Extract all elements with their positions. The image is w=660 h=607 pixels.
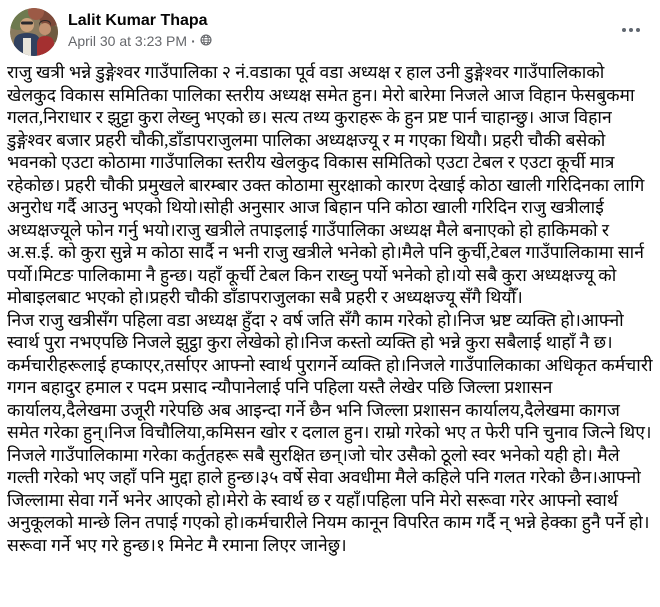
avatar-photo [10,8,58,56]
avatar[interactable] [10,8,58,56]
ellipsis-icon [622,28,626,32]
author-name[interactable]: Lalit Kumar Thapa [68,12,208,29]
more-options-button[interactable] [616,22,646,38]
ellipsis-icon [636,28,640,32]
ellipsis-icon [629,28,633,32]
globe-icon [200,33,212,50]
post-paragraph: राजु खत्री भन्ने डुङ्गेश्वर गाउँपालिका २ नं.वडाका पूर्व वडा अध्यक्ष र हाल उनी डुङ्गेश्वर गाउँपालिकाको खेलकुद विकास समितिका पालिका स्तरीय अध्यक्ष समेत हुन। मेरो बारेमा निजले आज विहान फेसबुकमा गलत,निराधार र झुट्टा कुरा लेख्नु भएको छ। सत्य तथ्य कुराहरू के हुन प्रष्ट पार्न चाहान्छु। आज विहान डुङ्गेश्वर बजार प्रहरी चौकी,डाँडापराजुलमा पालिका अध्यक्षज्यू र म गएका थियौ। प्रहरी चौकी बसेको भवनको एउटा कोठामा गाउँपालिका स्तरीय खेलकुद विकास समितिको एउटा टेबल र एउटा कूर्ची मात्र रहेकोछ। प्रहरी चौकी प्रमुखले बारम्बार उक्त कोठामा सुरक्षाको कारण देखाई कोठा खाली गरिदिनका लागि अनुरोध गर्दै आउनु भएको थियो।सोही अनुसार आज बिहान पनि कोठा खाली गरिदिन राजु खत्रीलाई अध्यक्षज्यूले फोन गर्नु भयो।राजु खत्रीले तपाइलाई गाउँपालिका अध्यक्ष मैले बनाएको हो हाकिमको र अ.स.ई. को कुरा सुन्ने म कोठा सार्दै न भनी राजु खत्रीले भनेको हो।मैले पनि कुर्ची,टेबल गाउँपालिकामा सार्न पर्यो।मिटङ पालिकामा नै हुन्छ। यहाँ कूर्ची टेबल किन राख्नु पर्यो भनेको हो।यो सबै कुरा अध्यक्षज्यू को मोबाइलबाट भएको हो।प्रहरी चौकी डाँडापराजुलका सबै प्रहरी र अध्यक्षज्यू सँगै थियौँ। [7,62,645,307]
post-meta [68,33,616,50]
post-paragraph: निज राजु खत्रीसँग पहिला वडा अध्यक्ष हुँदा २ वर्ष जति सँगै काम गरेको हो।निज भ्रष्ट व्यक्ति हो।आफ्नो स्वार्थ पुरा नभएपछि निजले झुट्ठा कुरा लेखेको हो।निज कस्तो व्यक्ति हो भन्ने कुरा सबैलाई थाहाँ नै छ। कर्मचारीहरूलाई हप्काएर,तर्साएर आफ्नो स्वार्थ पुरागर्ने व्यक्ति हो।निजले गाउँपालिकाका अधिकृत कर्मचारी गगन बहादुर हमाल र पदम प्रसाद न्यौपानेलाई पनि पहिला यस्तै लेखेर पछि जिल्ला प्रशासन कार्यालय,दैलेखमा उजूरी गरेपछि अब आइन्दा गर्ने छैन भनि जिल्ला प्रशासन कार्यालय,दैलेखमा कागज समेत गरेका हुन्।निज विचौलिया,कमिसन खोर र दलाल हुन। राम्रो गरेको भए त फेरी पनि चुनाव जित्ने थिए। [7,309,653,442]
post-header-text [68,8,616,50]
meta-separator: · [191,33,196,49]
timestamp[interactable]: April 30 at 3:23 PM [68,33,188,49]
post-header [0,0,660,58]
post-paragraph: निजले गाउँपालिकामा गरेका कर्तुतहरू सबै सुरक्षित छन्।जो चोर उसैको ठूलो स्वर भनेको यही हो। मैले गल्ती गरेको भए जहाँ पनि मुद्दा हाले हुन्छ।३५ वर्षे सेवा अवधीमा मैले कहिले पनि गलत गरेको छैन।आफ्नो जिल्लामा सेवा गर्ने भनेर आएको हो।मेरो के स्वार्थ छ र यहाँ।पहिला पनि मेरो सरूवा गरेर आफ्नो स्वार्थ अनुकूलको मान्छे लिन तपाई गएको हो।कर्मचारीले नियम कानून विपरित काम गर्दै न् भन्ने हेक्का हुनै पर्ने हो।सरूवा गर्ने भए गरे हुन्छ।१ मिनेट मै रमाना लिएर जानेछु। [7,444,650,555]
post-text [0,58,660,562]
